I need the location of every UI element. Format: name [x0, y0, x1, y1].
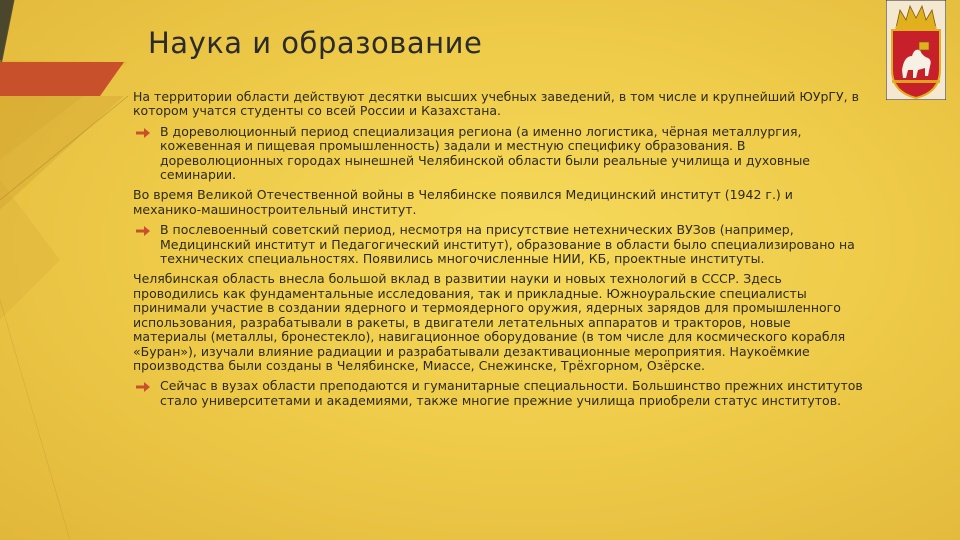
chelyabinsk-coat-of-arms-icon	[886, 0, 946, 100]
text: На территории области действуют десятки высших учебных заведений, в том числе и крупнейший ЮУрГУ, в котором учатся студенты со всей России и Казахстана.	[133, 89, 859, 119]
text: Челябинская область внесла большой вклад в развитии науки и новых технологий в СССР. Здесь проводились как фундаментальные исследования, так и прикладные. Южноуральские специалисты принимали участие в создании ядерного и термоядерного оружия, ядерных зарядов для промышленного использования, разрабатывали в ракеты, в двигатели летательных аппаратов и тракторов, новые материалы (металлы, бронестекло), навигационное оборудование (в том числе для космического корабля «Буран»), изучали влияние радиации и разрабатывали дезактивационные мероприятия. Наукоёмкие производства были созданы в Челябинске, Миассе, Снежинске, Трёхгорном, Озёрске.	[133, 271, 846, 373]
arrow-bullet-icon	[136, 128, 150, 138]
text: Сейчас в вузах области преподаются и гуманитарные специальности. Большинство прежних институтов стало университетами и академиями, также многие прежние училища приобрели статус институтов.	[160, 378, 863, 408]
slide-body	[133, 90, 865, 414]
body-paragraph	[133, 272, 865, 373]
slide-title: Наука и образование	[148, 26, 483, 60]
bullet-item	[133, 223, 865, 266]
arrow-bullet-icon	[136, 382, 150, 392]
bullet-item	[133, 379, 865, 408]
arrow-bullet-icon	[136, 226, 150, 236]
body-paragraph	[133, 188, 865, 217]
bullet-item	[133, 125, 865, 183]
text: В послевоенный советский период, несмотря на присутствие нетехнических ВУЗов (например, Медицинский институт и Педагогический институт), образование в области было специализировано на технических специальностях. Появились многочисленные НИИ, КБ, проектные институты.	[160, 222, 855, 267]
text: Во время Великой Отечественной войны в Челябинске появился Медицинский институт (1942 г.) и механико-машиностроительный институт.	[133, 187, 793, 217]
body-paragraph	[133, 90, 865, 119]
title-accent-bar	[0, 62, 124, 96]
text: В дореволюционный период специализация региона (а именно логистика, чёрная металлургия, кожевенная и пищевая промышленность) задали и местную специфику образования. В дореволюционных городах нынешней Челябинской области были реальные училища и духовные семинарии.	[160, 123, 810, 183]
